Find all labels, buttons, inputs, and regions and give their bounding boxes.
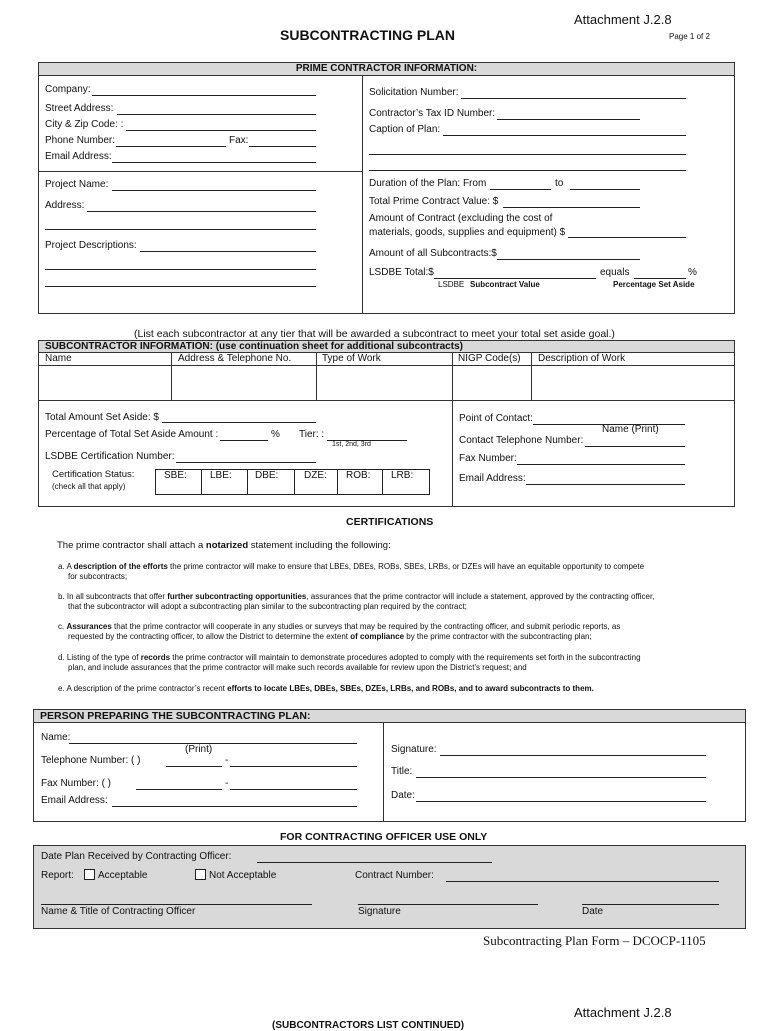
contact-phone-field[interactable]	[585, 446, 685, 447]
cert-status-label: Certification Status:	[52, 469, 135, 480]
preparer-signature-field[interactable]	[440, 755, 706, 756]
attachment-label: Attachment J.2.8	[574, 12, 672, 27]
lbe-label: LBE:	[210, 470, 232, 481]
project-name-label: Project Name:	[45, 179, 109, 190]
preparer-fax-field[interactable]	[136, 789, 222, 790]
cert-item-d: d. Listing of the type of records the prime contractor will maintain to demonstrate procedures adopted to comply with the requirements set forth in the subcontracting plan, and include assurances that the prime contractor will make such records available for review upon the District’s request; and	[58, 653, 641, 672]
lsdbe-cert-field[interactable]	[176, 462, 316, 463]
city-label: City & Zip Code: :	[45, 119, 124, 130]
lrb-label: LRB:	[391, 470, 414, 481]
prime-divider-v	[362, 76, 363, 314]
duration-from-field[interactable]	[490, 189, 551, 190]
contract-number-field[interactable]	[446, 881, 719, 882]
preparer-phone-dash: -	[225, 755, 229, 766]
name-print-hint: Name (Print)	[602, 424, 659, 435]
preparer-date-field[interactable]	[416, 801, 706, 802]
tier-hint: 1st, 2nd, 3rd	[332, 441, 371, 448]
contact-phone-label: Contact Telephone Number:	[459, 435, 584, 446]
preparer-title-label: Title:	[391, 766, 413, 777]
preparer-phone-field[interactable]	[166, 766, 222, 767]
subcontractor-row-line	[38, 365, 735, 366]
preparer-fax-label: Fax Number: ( )	[41, 778, 112, 789]
preparer-email-label: Email Address:	[41, 795, 108, 806]
cert-status-lbe[interactable]	[202, 469, 248, 495]
amount-contract-label-2: materials, goods, supplies and equipment) $	[369, 227, 566, 238]
caption-field-2[interactable]	[369, 154, 686, 155]
continued-heading: (SUBCONTRACTORS LIST CONTINUED)	[272, 1020, 465, 1031]
solicitation-field[interactable]	[461, 98, 686, 99]
subcontractor-heading: SUBCONTRACTOR INFORMATION: (use continuation sheet for additional subcontracts)	[38, 340, 735, 353]
check-all-hint: (check all that apply)	[52, 482, 126, 491]
not-acceptable-checkbox[interactable]	[195, 869, 206, 880]
solicitation-label: Solicitation Number:	[369, 87, 459, 98]
dze-label: DZE:	[304, 470, 327, 481]
amount-contract-label: Amount of Contract (excluding the cost of	[369, 213, 553, 224]
fax-field[interactable]	[249, 146, 316, 147]
col-divider-1	[171, 353, 172, 401]
subcontractor-note: (List each subcontractor at any tier that will be awarded a subcontract to meet your total set aside goal.)	[134, 328, 615, 340]
project-desc-label: Project Descriptions:	[45, 240, 137, 251]
cert-status-sbe[interactable]	[155, 469, 202, 495]
pct-total-label: Percentage of Total Set Aside Amount :	[45, 429, 219, 440]
preparer-phone-field-2[interactable]	[230, 766, 357, 767]
sub-fax-label: Fax Number:	[459, 453, 517, 464]
tax-id-field[interactable]	[497, 119, 640, 120]
address-label: Address:	[45, 200, 85, 211]
col-type-of-work: Type of Work	[322, 353, 381, 364]
col-divider-3	[452, 353, 453, 507]
total-value-field[interactable]	[503, 207, 640, 208]
page-number: Page 1 of 2	[669, 32, 710, 41]
preparer-signature-label: Signature:	[391, 744, 437, 755]
street-label: Street Address:	[45, 103, 114, 114]
col-divider-4	[531, 353, 532, 401]
cert-status-dze[interactable]	[295, 469, 338, 495]
prime-heading: PRIME CONTRACTOR INFORMATION:	[38, 62, 735, 76]
email-label: Email Address:	[45, 151, 112, 162]
lsdbe-cert-label: LSDBE Certification Number:	[45, 451, 175, 462]
report-label: Report:	[41, 870, 74, 881]
col-description: Description of Work	[538, 353, 626, 364]
preparer-fax-dash: -	[225, 778, 229, 789]
duration-to-field[interactable]	[570, 189, 640, 190]
acceptable-checkbox[interactable]	[84, 869, 95, 880]
officer-signature-field[interactable]	[358, 904, 538, 905]
sub-email-field[interactable]	[526, 484, 685, 485]
pct-total-sign: %	[271, 429, 280, 440]
cert-status-lrb[interactable]	[383, 469, 429, 495]
amount-contract-field[interactable]	[568, 237, 686, 238]
col-address: Address & Telephone No.	[178, 353, 292, 364]
project-name-field[interactable]	[112, 190, 316, 191]
tax-id-label: Contractor’s Tax ID Number:	[369, 108, 496, 119]
preparer-phone-label: Telephone Number: ( )	[41, 755, 141, 766]
cert-item-e: e. A description of the prime contractor’s recent efforts to locate LBEs, DBEs, SBEs, DZEs, LRBs, and ROBs, and to award subcontracts to them.	[58, 684, 594, 693]
preparer-heading: PERSON PREPARING THE SUBCONTRACTING PLAN:	[33, 709, 746, 723]
date-received-field[interactable]	[257, 862, 492, 863]
total-set-aside-field[interactable]	[162, 422, 316, 423]
poc-label: Point of Contact:	[459, 413, 533, 424]
phone-field[interactable]	[116, 146, 226, 147]
duration-to-label: to	[555, 178, 564, 189]
preparer-title-field[interactable]	[416, 777, 706, 778]
email-field[interactable]	[112, 162, 316, 163]
officer-name-label: Name & Title of Contracting Officer	[41, 906, 196, 917]
prime-divider-h	[38, 171, 363, 172]
phone-label: Phone Number:	[45, 135, 116, 146]
sub-email-label: Email Address:	[459, 473, 526, 484]
lsdbe-sub-value-prefix: LSDBE	[438, 280, 465, 289]
company-field[interactable]	[92, 95, 316, 96]
pct-set-aside-field[interactable]	[634, 278, 686, 279]
col-name: Name	[45, 353, 72, 364]
officer-date-label: Date	[582, 906, 604, 917]
project-desc-field[interactable]	[140, 251, 316, 252]
lsdbe-sub-value-caption: Subcontract Value	[470, 280, 540, 289]
certifications-intro: The prime contractor shall attach a notarized statement including the following:	[57, 540, 391, 551]
page-title: SUBCONTRACTING PLAN	[280, 27, 455, 43]
not-acceptable-option[interactable]	[195, 869, 276, 881]
caption-field-3[interactable]	[369, 170, 686, 171]
city-field[interactable]	[126, 130, 316, 131]
preparer-email-field[interactable]	[112, 806, 357, 807]
officer-heading: FOR CONTRACTING OFFICER USE ONLY	[280, 831, 488, 843]
amount-subs-field[interactable]	[497, 259, 640, 260]
caption-field[interactable]	[443, 135, 686, 136]
sbe-label: SBE:	[164, 470, 187, 481]
cert-item-a: a. A description of the efforts the prime contractor will make to ensure that LBEs, DBEs, ROBs, SBEs, LRBs, or DZEs will have an equitable opportunity to compete for subcontracts;	[58, 562, 645, 581]
acceptable-label: Acceptable	[98, 870, 148, 881]
total-value-label: Total Prime Contract Value: $	[369, 196, 499, 207]
officer-date-field[interactable]	[582, 904, 719, 905]
amount-subs-label: Amount of all Subcontracts:$	[369, 248, 497, 259]
attachment-label-page2: Attachment J.2.8	[574, 1005, 672, 1020]
contract-number-label: Contract Number:	[355, 870, 434, 881]
tier-label: Tier: :	[299, 429, 325, 440]
col-divider-2	[316, 353, 317, 401]
cert-item-c: c. Assurances that the prime contractor will cooperate in any studies or surveys that may be required by the contracting officer, and submit periodic reports, as requested by the contracting officer, to allow the District to determine the extent of compliance by the prime contractor with the subcontracting plan;	[58, 622, 621, 641]
rob-label: ROB:	[346, 470, 371, 481]
subcontractor-row-line-2	[38, 400, 735, 401]
caption-label: Caption of Plan:	[369, 124, 441, 135]
percent-sign: %	[688, 267, 697, 278]
project-desc-field-3[interactable]	[45, 286, 316, 287]
form-id: Subcontracting Plan Form – DCOCP-1105	[483, 933, 706, 948]
preparer-date-label: Date:	[391, 790, 415, 801]
cert-item-b: b. In all subcontracts that offer further subcontracting opportunities, assurances that the prime contractor will include a statement, approved by the contracting officer, that the subcontractor will adopt a subcontracting plan similar to the subcontracting plan required by the contract;	[58, 592, 655, 611]
acceptable-option[interactable]	[84, 869, 147, 881]
dbe-label: DBE:	[255, 470, 279, 481]
sub-fax-field[interactable]	[517, 464, 685, 465]
equals-label: equals	[600, 267, 630, 278]
preparer-name-field[interactable]	[69, 743, 357, 744]
preparer-fax-field-2[interactable]	[230, 789, 357, 790]
col-nigp: NIGP Code(s)	[458, 353, 521, 364]
address-field[interactable]	[87, 211, 316, 212]
total-set-aside-label: Total Amount Set Aside: $	[45, 412, 159, 423]
preparer-print-hint: (Print)	[185, 744, 213, 755]
company-label: Company:	[45, 84, 91, 95]
pct-total-field[interactable]	[220, 440, 268, 441]
date-received-label: Date Plan Received by Contracting Officer:	[41, 851, 232, 862]
street-field[interactable]	[117, 114, 316, 115]
certifications-heading: CERTIFICATIONS	[346, 516, 434, 528]
project-desc-field-2[interactable]	[45, 269, 316, 270]
cert-status-rob[interactable]	[338, 469, 383, 495]
not-acceptable-label: Not Acceptable	[209, 870, 277, 881]
preparer-box	[33, 723, 746, 822]
duration-label: Duration of the Plan: From	[369, 178, 487, 189]
cert-status-dbe[interactable]	[248, 469, 295, 495]
lsdbe-total-field[interactable]	[434, 278, 596, 279]
fax-label: Fax:	[229, 135, 249, 146]
officer-name-field[interactable]	[41, 904, 312, 905]
officer-signature-label: Signature	[358, 906, 401, 917]
preparer-name-label: Name:	[41, 732, 71, 743]
address-field-2[interactable]	[45, 229, 316, 230]
preparer-divider	[383, 723, 384, 822]
lsdbe-total-label: LSDBE Total:$	[369, 267, 434, 278]
pct-set-aside-caption: Percentage Set Aside	[613, 280, 695, 289]
